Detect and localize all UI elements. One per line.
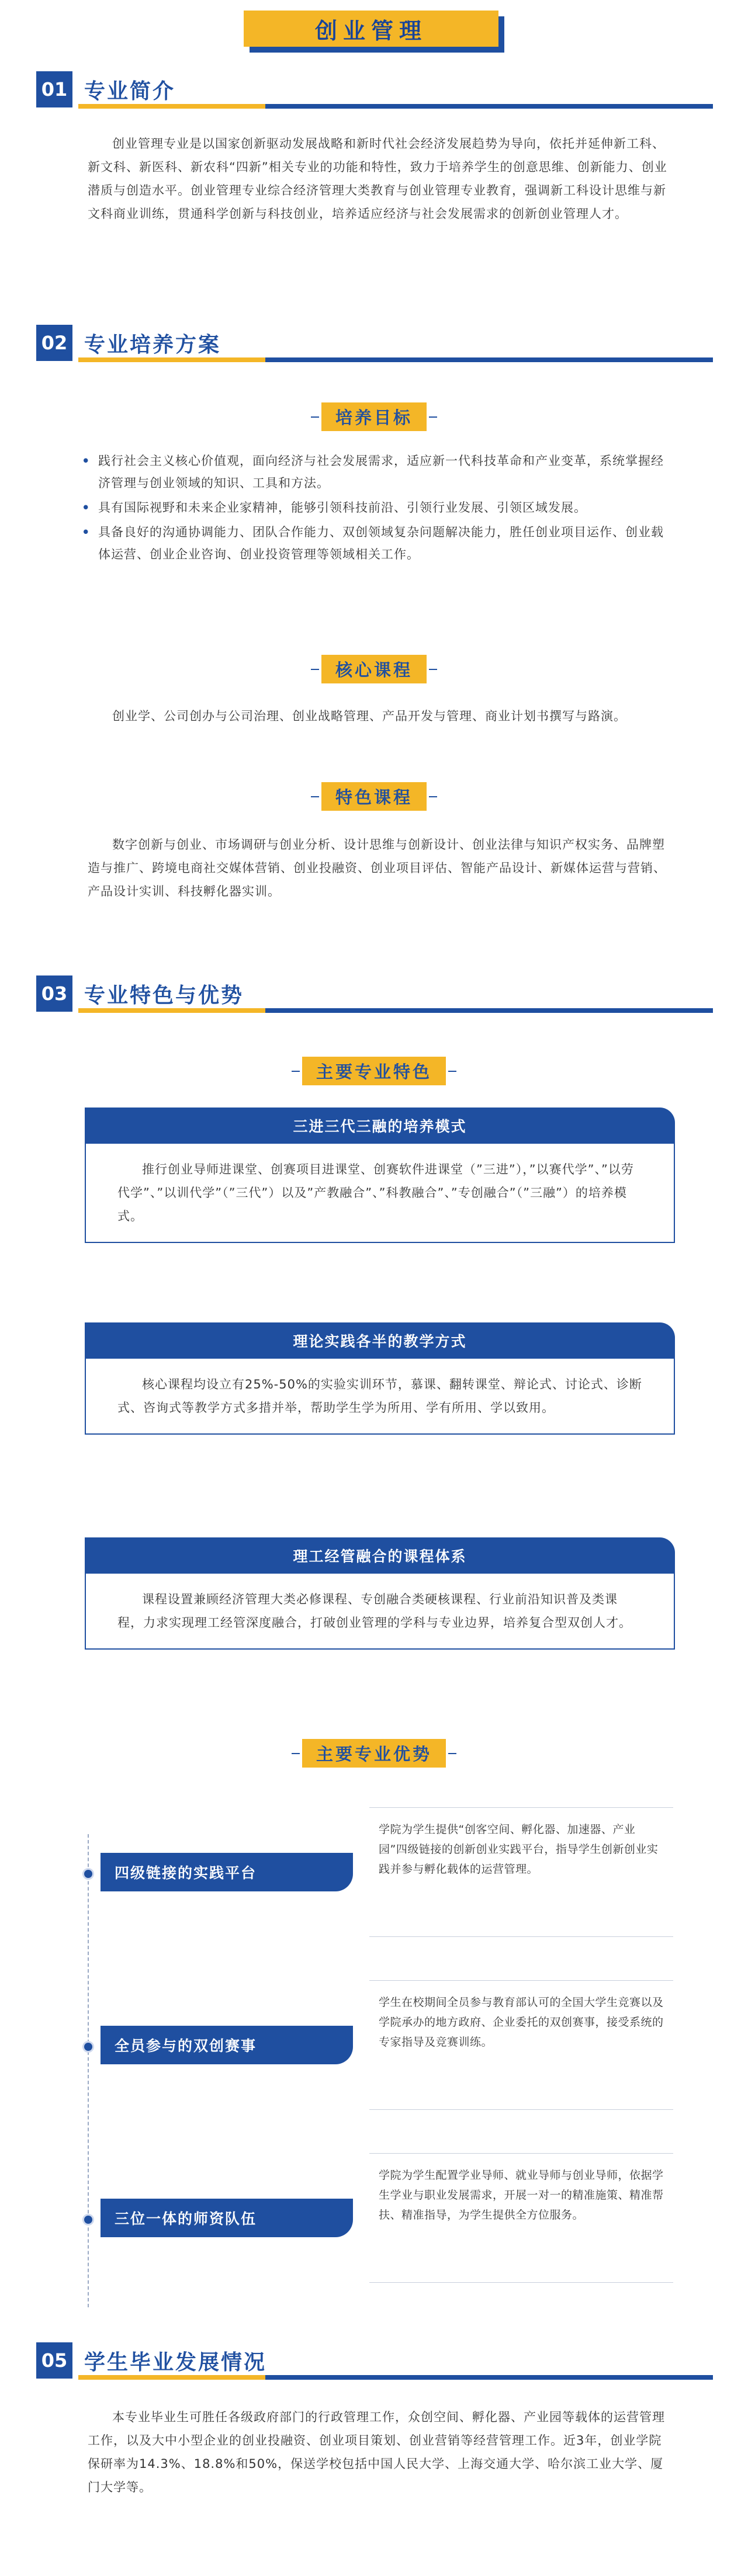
- feature-card-text: 推行创业导师进课堂、创赛项目进课堂、创赛软件进课堂（”三进”），”以赛代学”、”以劳代学”、”以训代学”（”三代”）以及”产教融合”、”科教融合”、”专创融合”（”三融”）的培养模式。: [85, 1144, 675, 1243]
- core-paragraph: 创业学、公司创办与公司治理、创业战略管理、产品开发与管理、商业计划书撰写与路演。: [112, 709, 626, 723]
- feature-card-text: 课程设置兼顾经济管理大类必修课程、专创融合类硬核课程、行业前沿知识普及类课程，力求实现理工经管深度融合，打破创业管理的学科与专业边界，培养复合型双创人才。: [85, 1574, 675, 1650]
- advantage-text: 学院为学生配置学业导师、就业导师与创业导师，依据学生学业与职业发展需求，开展一对一的精准施策、精准帮扶、精准指导，为学生提供全方位服务。: [369, 2153, 673, 2283]
- feature-card: [85, 1108, 675, 1243]
- special-banner: [0, 782, 748, 811]
- section-underline: [78, 104, 713, 109]
- feature-card: [85, 1537, 675, 1650]
- timeline-dot-icon: [82, 1868, 94, 1880]
- section-header-graduates: [36, 2342, 713, 2380]
- goal-banner: [0, 402, 748, 431]
- intro-paragraph: 创业管理专业是以国家创新驱动发展战略和新时代社会经济发展趋势为导向，依托并延伸新工科、新文科、新医科、新农科“四新”相关专业的功能和特性，致力于培养学生的创意思维、创新能力、创业潜质与创造水平。创业管理专业综合经济管理大类教育与创业管理专业教育，强调新工科设计思维与新文科商业训练，贯通科学创新与科技创业，培养适应经济与社会发展需求的创新创业管理人才。: [88, 137, 667, 221]
- core-banner: [0, 654, 748, 683]
- list-item: • 具备良好的沟通协调能力、团队合作能力、双创领域复杂问题解决能力，胜任创业项目运作、创业载体运营、创业企业咨询、创业投资管理等领域相关工作。: [82, 521, 672, 565]
- section-header-features: [36, 975, 713, 1013]
- section-title: 学生毕业发展情况: [84, 2351, 267, 2374]
- advantage-label: 四级链接的实践平台: [101, 1853, 353, 1891]
- advantage-text: 学院为学生提供“创客空间、孵化器、加速器、产业园”四级链接的创新创业实践平台，指导学生创新创业实践并参与孵化载体的运营管理。: [369, 1807, 673, 1937]
- title-banner: [244, 11, 504, 53]
- timeline-line: [88, 1834, 90, 2307]
- section-number: 01: [36, 71, 72, 107]
- advantage-label: 全员参与的双创赛事: [101, 2026, 353, 2064]
- section-title: 专业特色与优势: [84, 984, 244, 1008]
- advantage-label: 三位一体的师资队伍: [101, 2199, 353, 2237]
- timeline-dot-icon: [82, 2214, 94, 2226]
- section-header-plan: [36, 325, 713, 362]
- core-title: 核心课程: [321, 655, 427, 683]
- timeline-dot-icon: [82, 2041, 94, 2053]
- list-item: • 具有国际视野和未来企业家精神，能够引领科技前沿、引领行业发展、引领区域发展。: [82, 497, 672, 519]
- page-title: 创业管理: [244, 11, 498, 47]
- section-number: 02: [36, 325, 72, 361]
- advantage-title: 主要专业优势: [302, 1739, 446, 1768]
- feature-title: 主要专业特色: [302, 1057, 446, 1085]
- advantage-banner: [0, 1738, 748, 1768]
- section-underline: [78, 2375, 713, 2380]
- section-number: 05: [36, 2342, 72, 2379]
- graduates-paragraph: 本专业毕业生可胜任各级政府部门的行政管理工作，众创空间、孵化器、产业园等载体的运营管理工作，以及大中小型企业的创业投融资、创业项目策划、创业营销等经营管理工作。近3年，创业学院保研率为14.3%、18.8%和50%，保送学校包括中国人民大学、上海交通大学、哈尔滨工业大学、厦门大学等。: [88, 2410, 665, 2494]
- advantage-text: 学生在校期间全员参与教育部认可的全国大学生竞赛以及学院承办的地方政府、企业委托的双创赛事，接受系统的专家指导及竞赛训练。: [369, 1980, 673, 2110]
- list-item: • 践行社会主义核心价值观，面向经济与社会发展需求，适应新一代科技革命和产业变革，系统掌握经济管理与创业领域的知识、工具和方法。: [82, 450, 672, 494]
- section-title: 专业简介: [84, 79, 176, 103]
- feature-card-title: 理工经管融合的课程体系: [85, 1537, 675, 1574]
- special-paragraph: 数字创新与创业、市场调研与创业分析、设计思维与创新设计、创业法律与知识产权实务、品牌塑造与推广、跨境电商社交媒体营销、创业投融资、创业项目评估、智能产品设计、新媒体运营与营销、产品设计实训、科技孵化器实训。: [88, 838, 666, 898]
- section-header-intro: [36, 71, 713, 109]
- feature-card-title: 理论实践各半的教学方式: [85, 1322, 675, 1359]
- goal-title: 培养目标: [321, 402, 427, 431]
- feature-banner: [0, 1056, 748, 1085]
- section-underline: [78, 357, 713, 362]
- section-underline: [78, 1008, 713, 1013]
- special-title: 特色课程: [321, 782, 427, 811]
- goal-list: [82, 450, 672, 568]
- feature-card: [85, 1322, 675, 1435]
- feature-card-title: 三进三代三融的培养模式: [85, 1108, 675, 1144]
- section-number: 03: [36, 975, 72, 1012]
- feature-card-text: 核心课程均设立有25%-50%的实验实训环节，慕课、翻转课堂、辩论式、讨论式、诊断式、咨询式等教学方式多措并举，帮助学生学为所用、学有所用、学以致用。: [85, 1359, 675, 1435]
- section-title: 专业培养方案: [84, 333, 221, 357]
